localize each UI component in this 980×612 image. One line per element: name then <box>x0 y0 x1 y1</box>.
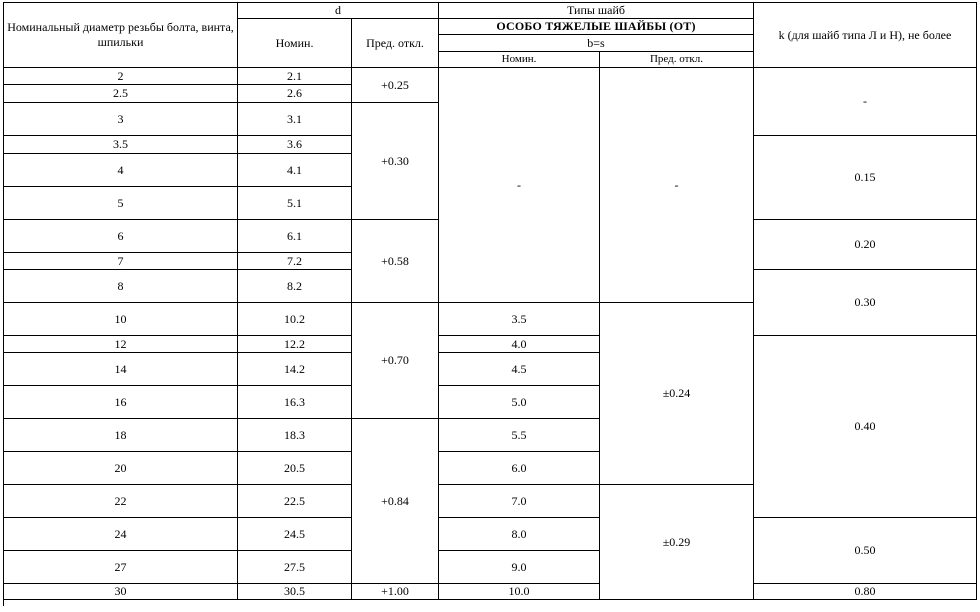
table-cell-d-nominal: 7.2 <box>238 253 352 270</box>
table-cell-b-tolerance-blank: - <box>600 68 754 303</box>
table-cell-diameter: 2.5 <box>4 85 238 103</box>
header-b-nominal: Номин. <box>439 52 600 68</box>
table-cell-k: 0.80 <box>754 584 977 600</box>
header-d-nominal: Номин. <box>238 19 352 68</box>
header-b-tolerance: Пред. откл. <box>600 52 754 68</box>
table-cell-d-tolerance: +0.70 <box>352 303 439 419</box>
table-cell-diameter: 5 <box>4 187 238 220</box>
table-cell-b-nominal-blank: - <box>439 68 600 303</box>
table-cell-b-nominal: 8.0 <box>439 518 600 551</box>
table-cell-b-nominal: 4.5 <box>439 353 600 386</box>
table-cell-diameter: 12 <box>4 336 238 353</box>
table-cell-d-nominal: 18.3 <box>238 419 352 452</box>
table-cell-d-nominal: 30.5 <box>238 584 352 600</box>
table-cell-d-nominal: 22.5 <box>238 485 352 518</box>
table-cell-d-tolerance: +0.58 <box>352 220 439 303</box>
table-cell-diameter: 8 <box>4 270 238 303</box>
header-nominal-diameter: Номинальный диаметр резьбы болта, винта, шпильки <box>4 3 238 68</box>
header-washer-types: Типы шайб <box>439 3 754 19</box>
table-cell-d-nominal: 2.6 <box>238 85 352 103</box>
header-d-tolerance: Пред. откл. <box>352 19 439 68</box>
table-cell-diameter: 27 <box>4 551 238 584</box>
table-cell-d-tolerance: +0.84 <box>352 419 439 584</box>
table-cell-diameter: 18 <box>4 419 238 452</box>
table-cell-diameter: 20 <box>4 452 238 485</box>
washer-dimensions-table <box>3 2 977 606</box>
table-cell-diameter: 22 <box>4 485 238 518</box>
table-cell-d-tolerance: +1.00 <box>352 584 439 600</box>
header-k: k (для шайб типа Л и Н), не более <box>754 3 977 68</box>
table-cell-d-nominal: 27.5 <box>238 551 352 584</box>
table-cell-d-tolerance: +0.30 <box>352 103 439 220</box>
table-cell-k: - <box>754 68 977 136</box>
table-cell-d-nominal: 3.1 <box>238 103 352 136</box>
table-cell-b-tolerance: ±0.24 <box>600 303 754 485</box>
table-cell-k: 0.30 <box>754 270 977 336</box>
table-cell-b-nominal: 7.0 <box>439 485 600 518</box>
table-cell-diameter: 3 <box>4 103 238 136</box>
table-cell-diameter: 14 <box>4 353 238 386</box>
table-cell-d-nominal: 3.6 <box>238 136 352 154</box>
table-cell-b-nominal: 10.0 <box>439 584 600 600</box>
table-cell-d-tolerance: +0.25 <box>352 68 439 103</box>
table-cell-diameter: 7 <box>4 253 238 270</box>
table-cell-k: 0.40 <box>754 336 977 518</box>
table-cell-diameter: 4 <box>4 154 238 187</box>
table-cell-d-nominal: 20.5 <box>238 452 352 485</box>
header-d: d <box>238 3 439 19</box>
table-cell-k: 0.15 <box>754 136 977 220</box>
table-cell-b-nominal: 5.0 <box>439 386 600 419</box>
table-cell-d-nominal: 5.1 <box>238 187 352 220</box>
table-cell-d-nominal: 2.1 <box>238 68 352 85</box>
table-cell-b-nominal: 5.5 <box>439 419 600 452</box>
table-cell-diameter: 16 <box>4 386 238 419</box>
table-cell-d-nominal: 24.5 <box>238 518 352 551</box>
table-cell-b-nominal: 9.0 <box>439 551 600 584</box>
table-cell-diameter: 6 <box>4 220 238 253</box>
table-cell-b-nominal: 6.0 <box>439 452 600 485</box>
table-cell-diameter: 30 <box>4 584 238 600</box>
table-cell-diameter: 24 <box>4 518 238 551</box>
header-b-eq-s: b=s <box>439 35 754 52</box>
table-cell-d-nominal: 12.2 <box>238 336 352 353</box>
table-cell-d-nominal: 6.1 <box>238 220 352 253</box>
table-cell-b-nominal: 4.0 <box>439 336 600 353</box>
table-cell-d-nominal: 10.2 <box>238 303 352 336</box>
table-cell-d-nominal: 14.2 <box>238 353 352 386</box>
table-cell-diameter: 10 <box>4 303 238 336</box>
table-cell-d-nominal: 16.3 <box>238 386 352 419</box>
table-cell-diameter: 2 <box>4 68 238 85</box>
table-cell-d-nominal: 4.1 <box>238 154 352 187</box>
table-cell-b-nominal: 3.5 <box>439 303 600 336</box>
table-cell-d-nominal: 8.2 <box>238 270 352 303</box>
table-cell-k: 0.20 <box>754 220 977 270</box>
table-cell-b-tolerance: ±0.29 <box>600 485 754 600</box>
header-washer-type-name: ОСОБО ТЯЖЕЛЫЕ ШАЙБЫ (ОТ) <box>439 19 754 35</box>
table-cell-k: 0.50 <box>754 518 977 584</box>
table-cell-diameter: 3.5 <box>4 136 238 154</box>
